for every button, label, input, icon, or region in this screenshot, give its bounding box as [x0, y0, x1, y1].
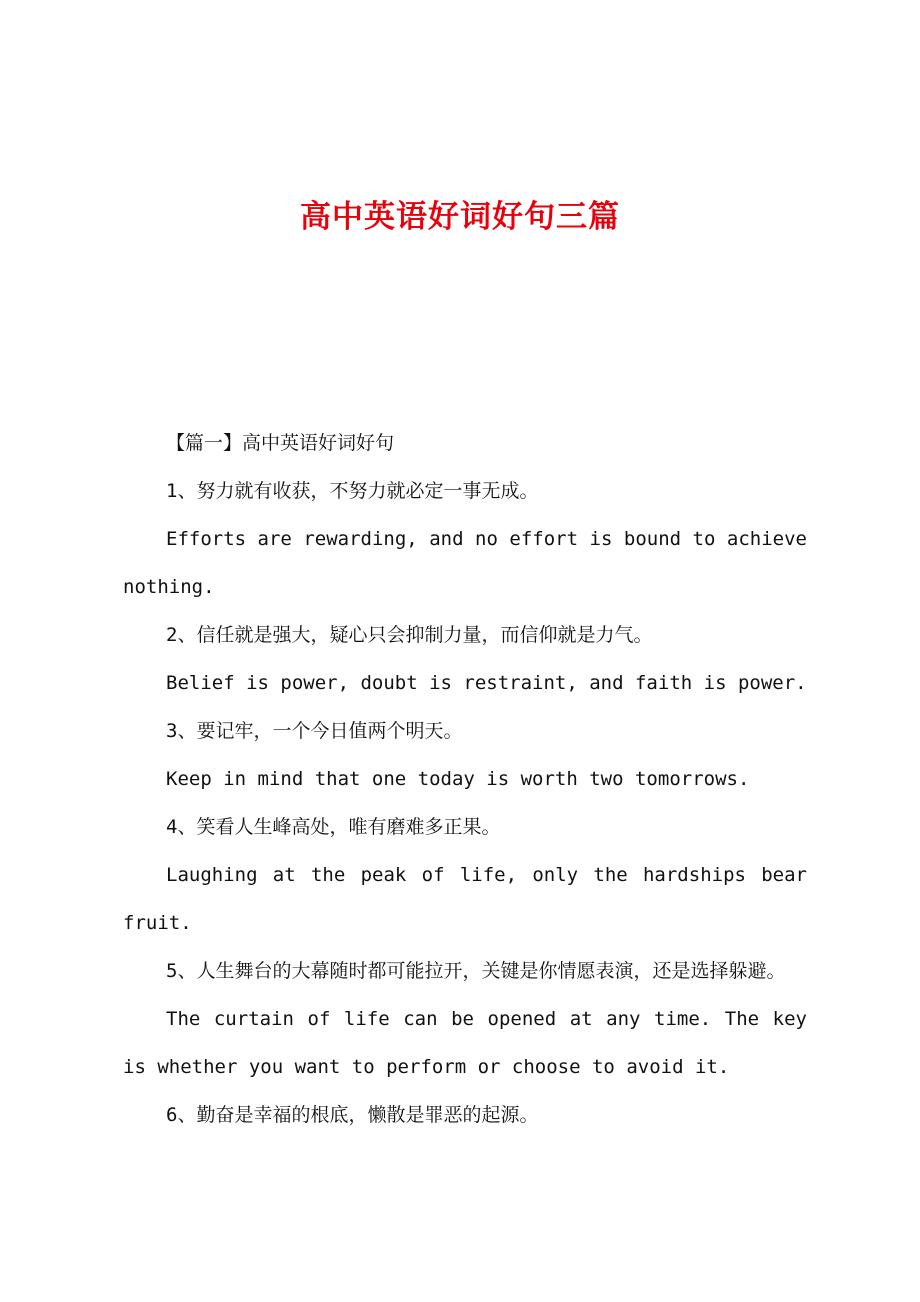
quote-1-english: Efforts are rewarding, and no effort is bound to achieve nothing. [123, 528, 807, 598]
section-heading: 【篇一】高中英语好词好句 [166, 432, 395, 454]
quote-5-chinese: 5、人生舞台的大幕随时都可能拉开，关键是你情愿表演，还是选择躲避。 [166, 960, 786, 982]
quote-4-chinese: 4、笑看人生峰高处，唯有磨难多正果。 [166, 816, 501, 838]
quote-3-chinese: 3、要记牢，一个今日值两个明天。 [166, 720, 463, 742]
quote-4-english: Laughing at the peak of life, only the hardships bear fruit. [123, 864, 807, 934]
quote-2-chinese: 2、信任就是强大，疑心只会抑制力量，而信仰就是力气。 [166, 624, 653, 646]
quote-2-english: Belief is power, doubt is restraint, and faith is power. [166, 672, 807, 694]
quote-6-chinese: 6、勤奋是幸福的根底，懒散是罪恶的起源。 [166, 1104, 539, 1126]
quote-5-english: The curtain of life can be opened at any time. The key is whether you want to perform or choose to avoid it. [123, 1008, 807, 1078]
quote-1-chinese: 1、努力就有收获，不努力就必定一事无成。 [166, 480, 539, 502]
document-title: 高中英语好词好句三篇 [300, 199, 620, 235]
document-body [123, 419, 807, 1139]
quote-3-english: Keep in mind that one today is worth two tomorrows. [166, 768, 750, 790]
